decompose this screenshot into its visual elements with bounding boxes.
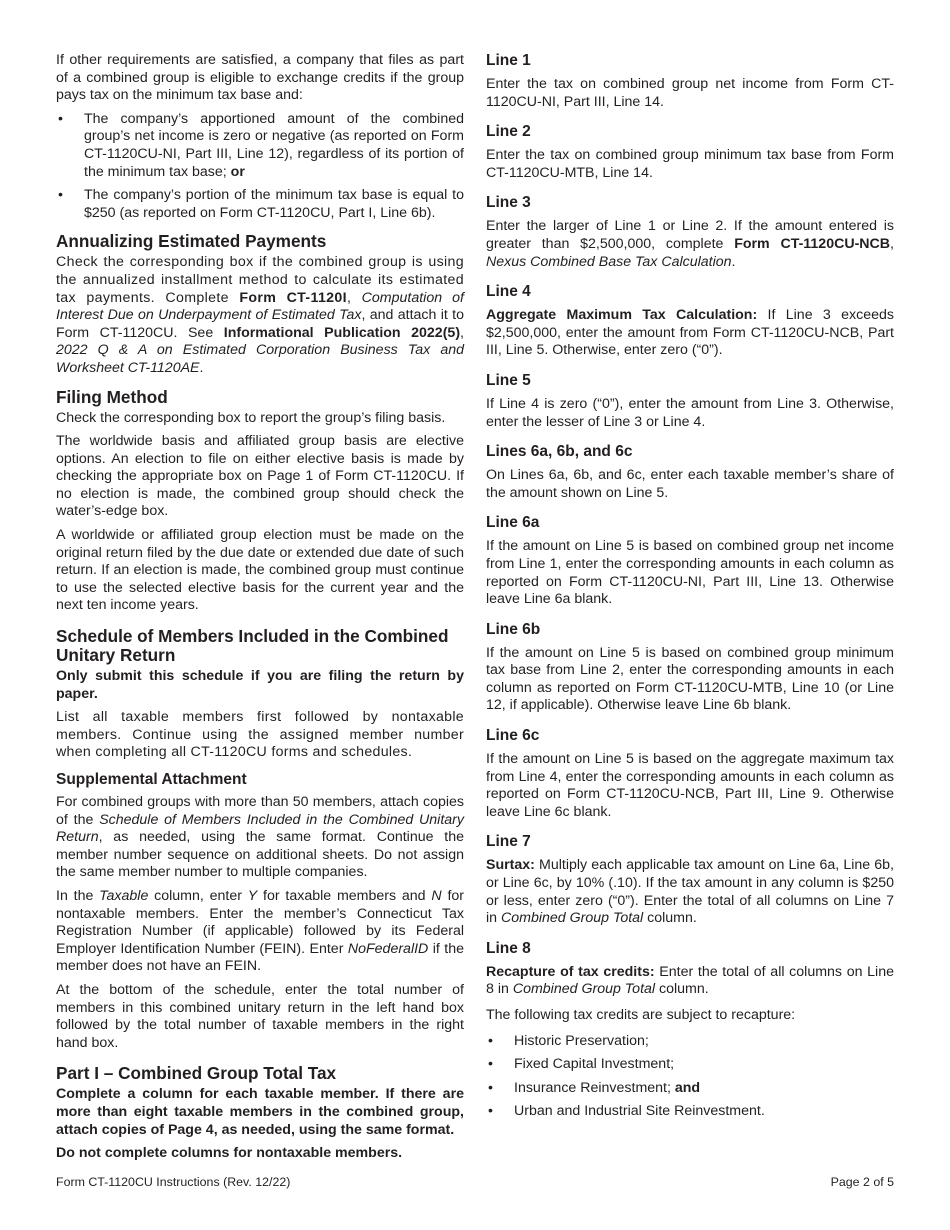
line5-section <box>486 372 894 431</box>
line6c-heading: Line 6c <box>486 727 540 745</box>
line6b-heading: Line 6b <box>486 620 541 638</box>
line3-heading: Line 3 <box>486 194 531 212</box>
line5-text: If Line 4 is zero (“0”), enter the amount from Line 3. Otherwise, enter the lesser of Line 3 or Line 4. <box>486 395 894 430</box>
line6abc-text: On Lines 6a, 6b, and 6c, enter each taxable member’s share of the amount shown on Line 5. <box>486 467 894 501</box>
supplemental-heading: Supplemental Attachment <box>56 771 247 788</box>
line1-text: Enter the tax on combined group net income from Form CT-1120CU-NI, Part III, Line 14. <box>486 76 894 110</box>
line6c-section <box>486 727 894 821</box>
line6c-text: If the amount on Line 5 is based on the aggregate maximum tax from Line 4, enter the corresponding amounts in each column as reported on Form CT-1120CU-NCB, Part III, Line 9. Otherwise leave Line 6c blank. <box>486 751 894 820</box>
line8-section <box>486 940 894 1121</box>
line7-text: Surtax: Multiply each applicable tax amount on Line 6a, Line 6b, or Line 6c, by 10% (.10). If the tax amount in any column is $250 or less, enter zero (“0”). Enter the total of all columns on Line 7 in Combined Group Total column. <box>486 857 894 927</box>
intro-paragraph: If other requirements are satisfied, a company that files as part of a combined group is eligible to exchange credits if the group pays tax on the minimum tax base and: <box>56 52 464 104</box>
bullet-bold-text: or <box>230 163 245 180</box>
line6abc-section <box>486 443 894 502</box>
list-item: • Urban and Industrial Site Reinvestment. <box>486 1103 894 1121</box>
supplemental-paragraph-2: In the Taxable column, enter Y for taxable members and N for nontaxable members. Enter the member’s Connecticut Tax Registration Number (if applicable) followed by its Federal Employer Identification Number (FEIN). Enter NoFederalID if the member does not have an FEIN. <box>56 887 465 975</box>
line6b-text: If the amount on Line 5 is based on combined group minimum tax base from Line 2, enter the corresponding amounts in each column as reported on Form CT-1120CU-MTB, Line 10 (or Line 12, if applicable). Otherwise leave Line 6b blank. <box>486 644 894 714</box>
part1-heading: Part I – Combined Group Total Tax <box>56 1063 337 1084</box>
annualizing-heading: Annualizing Estimated Payments <box>56 231 327 252</box>
line6a-section <box>486 514 894 608</box>
schedule-heading: Schedule of Members Included in the Combined Unitary Return <box>56 626 449 666</box>
footer-form-name: Form CT-1120CU Instructions (Rev. 12/22) <box>56 1175 291 1189</box>
part1-bold-paragraph-1: Complete a column for each taxable member. If there are more than eight taxable members in the combined group, attach copies of Page 4, as needed, using the same format. <box>56 1086 464 1138</box>
line2-section <box>486 123 894 182</box>
line7-section <box>486 833 894 927</box>
line6b-section <box>486 621 894 715</box>
line4-section <box>486 283 894 360</box>
line2-heading: Line 2 <box>486 123 531 141</box>
filing-paragraph-3: A worldwide or affiliated group election must be made on the original return filed by the due date or extended due date of such return. If an election is made, the combined group must continue to use the selected elective basis for the current year and the next ten income years. <box>56 527 464 614</box>
eligibility-list <box>56 111 464 223</box>
line8-heading: Line 8 <box>486 939 531 957</box>
list-item <box>56 111 464 181</box>
recapture-credits-list <box>486 1033 894 1121</box>
line8-recapture-intro: The following tax credits are subject to recapture: <box>486 1007 796 1023</box>
filing-method-heading: Filing Method <box>56 386 168 407</box>
line1-heading: Line 1 <box>486 52 531 69</box>
line4-text: Aggregate Maximum Tax Calculation: If Line 3 exceeds $2,500,000, enter the amount from Form CT-1120CU-NCB, Part III, Line 5. Otherwise, enter zero (“0”). <box>486 307 894 359</box>
right-column <box>486 52 894 1127</box>
list-item: • Insurance Reinvestment; and <box>486 1080 894 1098</box>
line4-heading: Line 4 <box>486 283 531 301</box>
line2-text: Enter the tax on combined group minimum tax base from Form CT-1120CU-MTB, Line 14. <box>486 147 894 181</box>
line5-heading: Line 5 <box>486 371 531 389</box>
footer-page-number: Page 2 of 5 <box>830 1175 894 1189</box>
line1-section <box>486 52 894 111</box>
line3-text: Enter the larger of Line 1 or Line 2. If the amount entered is greater than $2,500,000, complete Form CT-1120CU-NCB, Nexus Combined Base Tax Calculation. <box>486 218 894 270</box>
line7-heading: Line 7 <box>486 833 531 851</box>
line3-section <box>486 194 894 271</box>
supplemental-paragraph-3: At the bottom of the schedule, enter the total number of members in this combined unitary return in the left hand box followed by the total number of taxable members in the right hand box. <box>56 981 464 1051</box>
line8-text: Recapture of tax credits: Enter the total of all columns on Line 8 in Combined Group Total column. <box>486 963 894 998</box>
line6a-heading: Line 6a <box>486 514 540 532</box>
schedule-paragraph: List all taxable members first followed by nontaxable members. Continue using the assigned member number when completing all CT-1120CU forms and schedules. <box>56 709 464 761</box>
list-item: • Fixed Capital Investment; <box>486 1056 894 1074</box>
filing-paragraph-1: Check the corresponding box to report the group’s filing basis. <box>56 409 446 426</box>
bullet-text: The company’s apportioned amount of the combined group’s net income is zero or negative (as reported on Form CT-1120CU-NI, Part III, Line 12), regardless of its portion of the minimum tax base; <box>84 110 464 180</box>
left-column <box>56 52 464 1169</box>
annualizing-paragraph: Check the corresponding box if the combined group is using the annualized installment method to calculate its estimated tax payments. Complete Form CT-1120I, Computation of Interest Due on Underpayment of Estimated Tax, and attach it to Form CT-1120CU. See Informational Publication 2022(5), 2022 Q & A on Estimated Corporation Business Tax and Worksheet CT-1120AE. <box>56 254 464 376</box>
part1-bold-paragraph-2: Do not complete columns for nontaxable members. <box>56 1145 403 1162</box>
line6abc-heading: Lines 6a, 6b, and 6c <box>486 443 633 461</box>
list-item: • Historic Preservation; <box>486 1033 894 1051</box>
line6a-text: If the amount on Line 5 is based on combined group net income from Line 1, enter the corresponding amounts in each column as reported on Form CT-1120CU-NI, Part III, Line 13. Otherwise leave Line 6a blank. <box>486 538 894 608</box>
schedule-bold-paragraph: Only submit this schedule if you are filing the return by paper. <box>56 668 464 702</box>
filing-paragraph-2: The worldwide basis and affiliated group basis are elective options. An election to file on either elective basis is made by checking the appropriate box on Page 1 of Form CT-1120CU. If no election is made, the combined group should check the water’s-edge box. <box>56 433 464 520</box>
supplemental-paragraph-1: For combined groups with more than 50 members, attach copies of the Schedule of Members Included in the Combined Unitary Return, as needed, using the same format. Continue the member number sequence on additional sheets. Do not assign the same member number to multiple companies. <box>56 794 464 881</box>
list-item: • The company’s portion of the minimum tax base is equal to $250 (as reported on Form CT-1120CU, Part I, Line 6b). <box>56 187 464 222</box>
